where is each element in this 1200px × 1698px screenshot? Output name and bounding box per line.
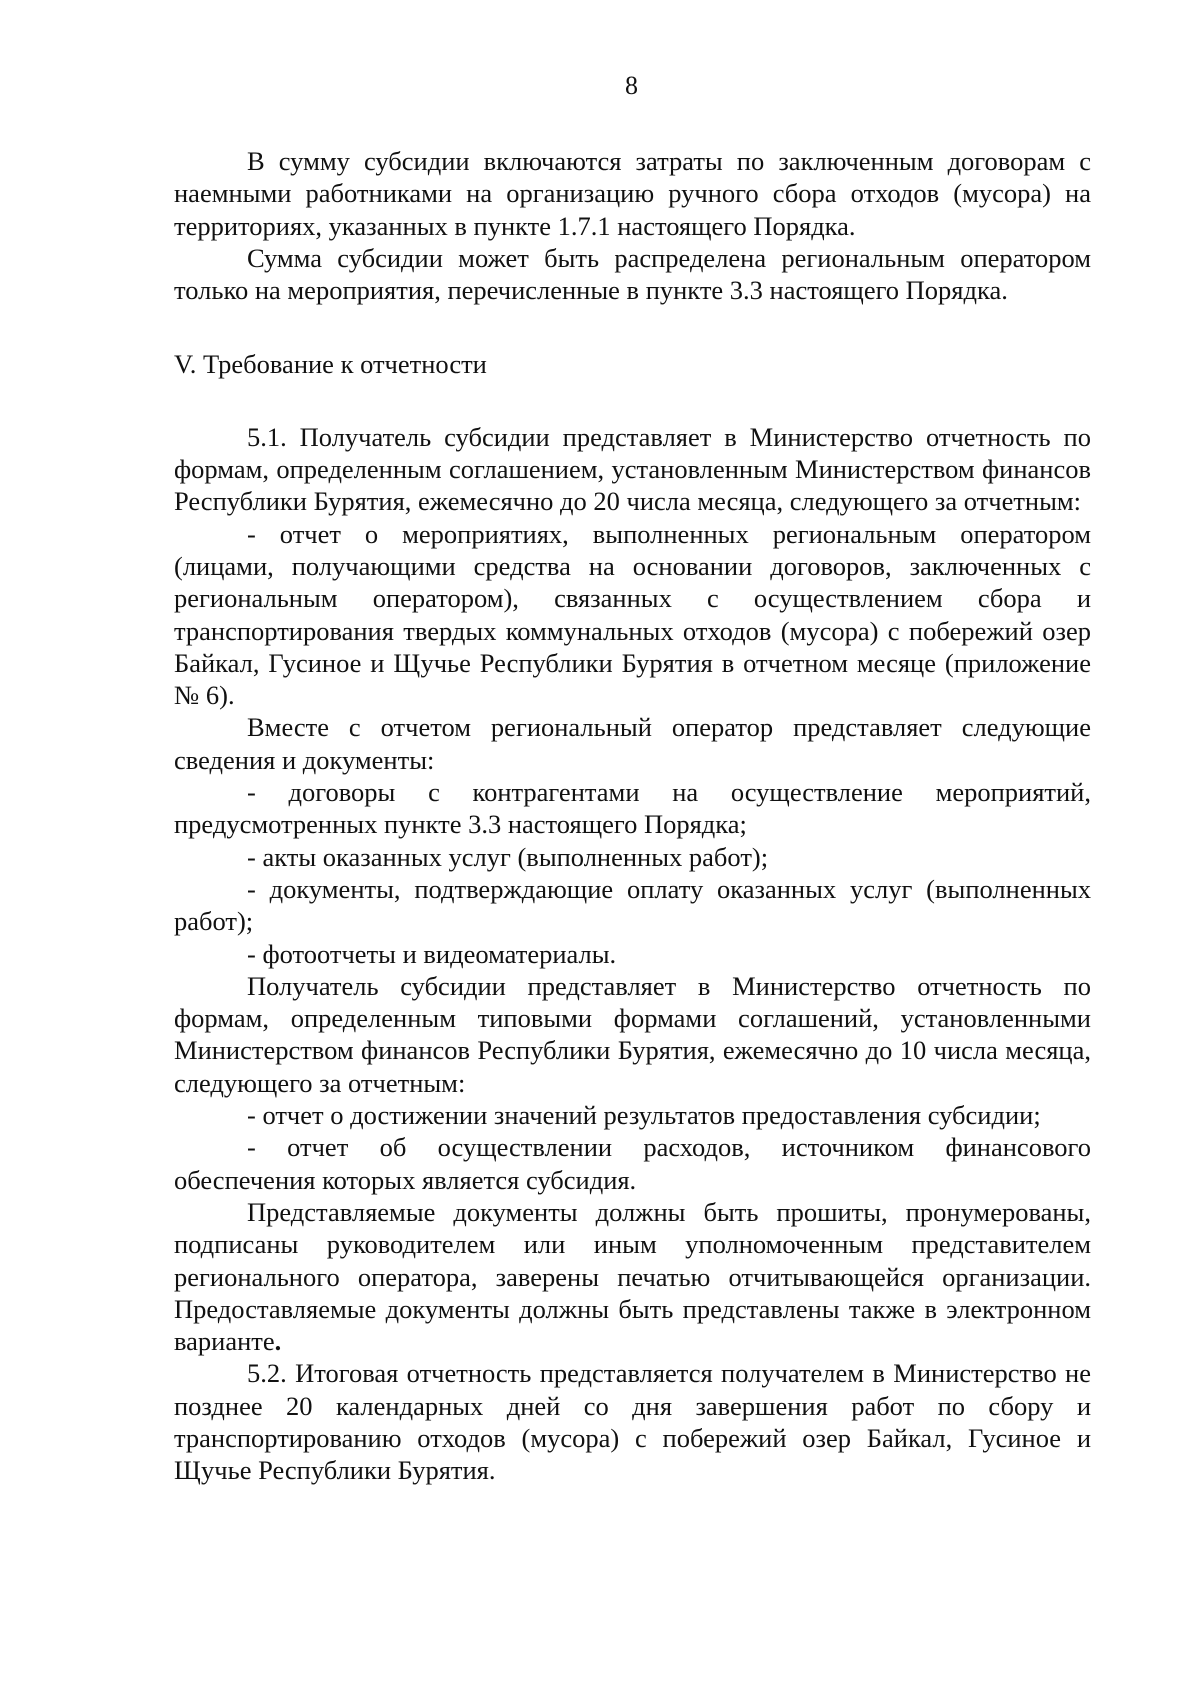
list-item-photo-reports: - фотоотчеты и видеоматериалы.: [247, 938, 617, 969]
bold-period: .: [274, 1326, 282, 1357]
list-item-contracts: - договоры с контрагентами на осуществление мероприятий, предусмотренных пункте 3.3 настоящего Порядка;: [174, 777, 1091, 840]
paragraph-5-2: 5.2. Итоговая отчетность представляется получателем в Министерство не позднее 20 календарных дней со дня завершения работ по сбору и транспортированию отходов (мусора) с побережий озер Байкал, Гусиное и Щучье Республики Бурятия.: [174, 1358, 1091, 1486]
list-item-results-report: - отчет о достижении значений результатов предоставления субсидии;: [247, 1100, 1041, 1131]
list-item-expenses-report: - отчет об осуществлении расходов, источником финансового обеспечения которых является субсидия.: [174, 1132, 1091, 1195]
documents-requirements-text: Представляемые документы должны быть прошиты, пронумерованы, подписаны руководителем или иным уполномоченным представителем регионального оператора, заверены печатью отчитывающейся организации. Предоставляемые документы должны быть представлены также в электронном варианте: [174, 1196, 1091, 1357]
list-item-acts: - акты оказанных услуг (выполненных работ);: [247, 841, 769, 872]
paragraph-subsidy-distribution: Сумма субсидии может быть распределена региональным оператором только на мероприятия, перечисленные в пункте 3.3 настоящего Порядка.: [174, 242, 1091, 306]
list-item-payment-docs: - документы, подтверждающие оплату оказанных услуг (выполненных работ);: [174, 873, 1091, 937]
section-heading: V. Требование к отчетности: [174, 349, 487, 380]
list-item-events-report: - отчет о мероприятиях, выполненных региональным оператором (лицами, получающими средства на основании договоров, заключенных с региональным оператором), связанных с осуществлением сбора и транспортирования твердых коммунальных отходов (мусора) с побережий озер Байкал, Гусиное и Щучье Республики Бурятия в отчетном месяце (приложение № 6).: [174, 518, 1091, 711]
paragraph-documents-requirements: [174, 1196, 1091, 1357]
paragraph-5-1: 5.1. Получатель субсидии представляет в Министерство отчетность по формам, определенным соглашением, установленным Министерством финансов Республики Бурятия, ежемесячно до 20 числа месяца, следующего за отчетным:: [174, 421, 1091, 517]
paragraph-documents-intro: Вместе с отчетом региональный оператор представляет следующие сведения и документы:: [174, 712, 1091, 775]
document-body: [174, 145, 1091, 1487]
paragraph-typical-forms: Получатель субсидии представляет в Министерство отчетность по формам, определенным типовыми формами соглашений, установленными Министерством финансов Республики Бурятия, ежемесячно до 10 числа месяца, следующего за отчетным:: [174, 970, 1091, 1098]
paragraph-subsidy-costs: В сумму субсидии включаются затраты по заключенным договорам с наемными работниками на организацию ручного сбора отходов (мусора) на территориях, указанных в пункте 1.7.1 настоящего Порядка.: [174, 146, 1091, 241]
page-number: 8: [625, 71, 638, 100]
